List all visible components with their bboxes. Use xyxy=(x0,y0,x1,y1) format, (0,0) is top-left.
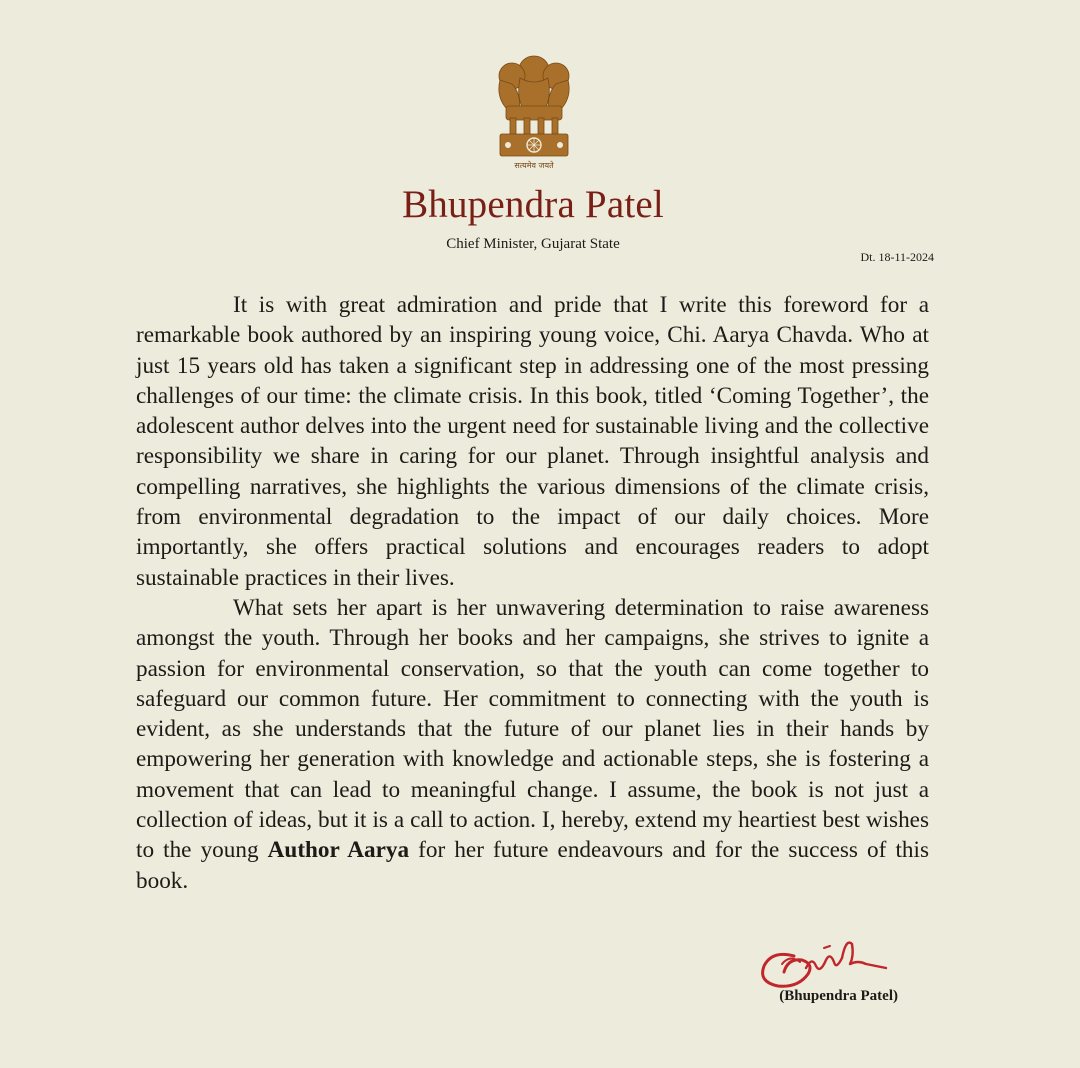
paragraph-2-text: What sets her apart is her unwavering determination to raise awareness amongst the youth. Through her books and her campaigns, she strives to ignite a passion for environmental conservation, so that the youth can come together to safeguard our common future. Her commitment to connecting with the youth is evident, as she understands that the future of our planet lies in their hands by empowering her generation with knowledge and actionable steps, she is fostering a movement that can lead to meaningful change. I assume, the book is not just a collection of ideas, but it is a call to action. I, hereby, extend my heartiest best wishes to the young xyxy=(136,594,929,864)
letter-date: Dt. 18-11-2024 xyxy=(860,250,934,264)
paragraph-2-end: for her future endeavours and for the success of this book. xyxy=(136,837,929,894)
paragraph-2 xyxy=(136,593,929,896)
sender-name: Bhupendra Patel xyxy=(402,183,664,226)
emblem-motto: सत्यमेव जयते xyxy=(514,161,554,170)
letter-body xyxy=(136,290,929,896)
handwritten-signature-icon xyxy=(754,930,890,994)
author-name-bold: Author Aarya xyxy=(267,837,410,864)
signatory-name: (Bhupendra Patel) xyxy=(779,988,898,1004)
sender-designation: Chief Minister, Gujarat State xyxy=(446,236,620,252)
paragraph-1: It is with great admiration and pride that I write this foreword for a remarkable book authored by an inspiring young voice, Chi. Aarya Chavda. Who at just 15 years old has taken a significant step in addressing one of the most pressing challenges of our time: the climate crisis. In this book, titled ‘Coming Together’, the adolescent author delves into the urgent need for sustainable living and the collective responsibility we share in caring for our planet. Through insightful analysis and compelling narratives, she highlights the various dimensions of the climate crisis, from environmental degradation to the impact of our daily choices. More importantly, she offers practical solutions and encourages readers to adopt sustainable practices in their lives. xyxy=(136,292,929,591)
